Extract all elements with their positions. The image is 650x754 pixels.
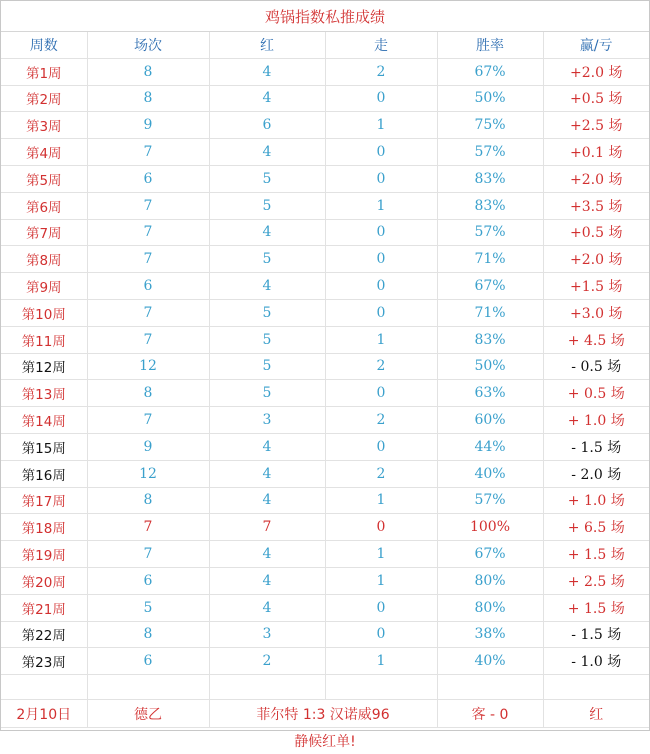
red-count-cell: 4 <box>209 273 325 300</box>
table-row <box>1 380 649 407</box>
pick-match: 菲尔特 1:3 汉诺威96 <box>209 700 437 728</box>
matches-cell: 7 <box>87 326 209 353</box>
profit-loss-cell: +0.1 场 <box>543 139 649 166</box>
push-count-cell: 2 <box>325 58 437 85</box>
win-rate-cell: 60% <box>437 407 543 434</box>
win-rate-cell: 38% <box>437 621 543 648</box>
week-cell: 第18周 <box>1 514 87 541</box>
win-rate-cell: 44% <box>437 433 543 460</box>
red-count-cell: 4 <box>209 567 325 594</box>
win-rate-cell: 100% <box>437 514 543 541</box>
header-win-rate: 胜率 <box>437 32 543 58</box>
spacer-cell <box>543 675 649 700</box>
red-count-cell: 3 <box>209 407 325 434</box>
table-row <box>1 514 649 541</box>
push-count-cell: 1 <box>325 648 437 675</box>
red-count-cell: 5 <box>209 326 325 353</box>
red-count-cell: 5 <box>209 192 325 219</box>
week-cell: 第22周 <box>1 621 87 648</box>
table-row <box>1 407 649 434</box>
header-red: 红 <box>209 32 325 58</box>
week-cell: 第14周 <box>1 407 87 434</box>
table-row <box>1 139 649 166</box>
week-cell: 第13周 <box>1 380 87 407</box>
red-count-cell: 2 <box>209 648 325 675</box>
week-cell: 第21周 <box>1 594 87 621</box>
win-rate-cell: 75% <box>437 112 543 139</box>
table-row <box>1 460 649 487</box>
today-pick-row <box>1 700 649 728</box>
profit-loss-cell: +2.0 场 <box>543 58 649 85</box>
week-cell: 第8周 <box>1 246 87 273</box>
sheet-title: 鸡锅指数私推成绩 <box>1 1 649 32</box>
red-count-cell: 4 <box>209 487 325 514</box>
win-rate-cell: 57% <box>437 219 543 246</box>
push-count-cell: 1 <box>325 112 437 139</box>
push-count-cell: 0 <box>325 621 437 648</box>
profit-loss-cell: +1.5 场 <box>543 273 649 300</box>
table-row <box>1 112 649 139</box>
week-cell: 第20周 <box>1 567 87 594</box>
matches-cell: 7 <box>87 407 209 434</box>
matches-cell: 7 <box>87 541 209 568</box>
win-rate-cell: 83% <box>437 192 543 219</box>
profit-loss-cell: + 1.0 场 <box>543 487 649 514</box>
spacer-row <box>1 675 649 700</box>
profit-loss-cell: +0.5 场 <box>543 219 649 246</box>
push-count-cell: 0 <box>325 246 437 273</box>
week-cell: 第1周 <box>1 58 87 85</box>
table-row <box>1 192 649 219</box>
week-cell: 第12周 <box>1 353 87 380</box>
matches-cell: 7 <box>87 219 209 246</box>
matches-cell: 7 <box>87 514 209 541</box>
profit-loss-cell: +0.5 场 <box>543 85 649 112</box>
push-count-cell: 0 <box>325 165 437 192</box>
win-rate-cell: 50% <box>437 353 543 380</box>
table-row <box>1 165 649 192</box>
matches-cell: 8 <box>87 621 209 648</box>
week-cell: 第16周 <box>1 460 87 487</box>
profit-loss-cell: +2.5 场 <box>543 112 649 139</box>
table-row <box>1 621 649 648</box>
matches-cell: 7 <box>87 299 209 326</box>
push-count-cell: 1 <box>325 192 437 219</box>
matches-cell: 6 <box>87 648 209 675</box>
results-body <box>1 58 649 674</box>
push-count-cell: 2 <box>325 460 437 487</box>
profit-loss-cell: - 2.0 场 <box>543 460 649 487</box>
profit-loss-cell: +3.0 场 <box>543 299 649 326</box>
week-cell: 第7周 <box>1 219 87 246</box>
push-count-cell: 2 <box>325 407 437 434</box>
profit-loss-cell: + 0.5 场 <box>543 380 649 407</box>
spacer-cell <box>209 675 325 700</box>
profit-loss-cell: +2.0 场 <box>543 165 649 192</box>
red-count-cell: 5 <box>209 299 325 326</box>
push-count-cell: 0 <box>325 299 437 326</box>
red-count-cell: 3 <box>209 621 325 648</box>
pick-bet: 客 - 0 <box>437 700 543 728</box>
red-count-cell: 5 <box>209 246 325 273</box>
matches-cell: 12 <box>87 460 209 487</box>
win-rate-cell: 57% <box>437 487 543 514</box>
header-push: 走 <box>325 32 437 58</box>
table-row <box>1 299 649 326</box>
push-count-cell: 1 <box>325 487 437 514</box>
red-count-cell: 4 <box>209 58 325 85</box>
red-count-cell: 4 <box>209 139 325 166</box>
push-count-cell: 0 <box>325 594 437 621</box>
table-row <box>1 567 649 594</box>
push-count-cell: 0 <box>325 380 437 407</box>
win-rate-cell: 67% <box>437 58 543 85</box>
red-count-cell: 4 <box>209 433 325 460</box>
win-rate-cell: 80% <box>437 594 543 621</box>
table-row <box>1 58 649 85</box>
red-count-cell: 5 <box>209 165 325 192</box>
win-rate-cell: 71% <box>437 246 543 273</box>
header-profit-loss: 赢/亏 <box>543 32 649 58</box>
profit-loss-cell: - 1.0 场 <box>543 648 649 675</box>
pick-league: 德乙 <box>87 700 209 728</box>
matches-cell: 7 <box>87 192 209 219</box>
win-rate-cell: 57% <box>437 139 543 166</box>
push-count-cell: 1 <box>325 567 437 594</box>
week-cell: 第6周 <box>1 192 87 219</box>
profit-loss-cell: + 2.5 场 <box>543 567 649 594</box>
push-count-cell: 1 <box>325 541 437 568</box>
table-row <box>1 594 649 621</box>
results-table <box>1 32 649 728</box>
pick-date: 2月10日 <box>1 700 87 728</box>
profit-loss-cell: + 6.5 场 <box>543 514 649 541</box>
matches-cell: 8 <box>87 85 209 112</box>
week-cell: 第23周 <box>1 648 87 675</box>
week-cell: 第9周 <box>1 273 87 300</box>
win-rate-cell: 83% <box>437 165 543 192</box>
matches-cell: 9 <box>87 433 209 460</box>
spacer-cell <box>87 675 209 700</box>
win-rate-cell: 40% <box>437 460 543 487</box>
profit-loss-cell: + 1.5 场 <box>543 541 649 568</box>
push-count-cell: 0 <box>325 219 437 246</box>
red-count-cell: 4 <box>209 85 325 112</box>
matches-cell: 6 <box>87 273 209 300</box>
matches-cell: 8 <box>87 58 209 85</box>
win-rate-cell: 83% <box>437 326 543 353</box>
matches-cell: 8 <box>87 380 209 407</box>
win-rate-cell: 67% <box>437 273 543 300</box>
profit-loss-cell: - 0.5 场 <box>543 353 649 380</box>
week-cell: 第19周 <box>1 541 87 568</box>
matches-cell: 9 <box>87 112 209 139</box>
push-count-cell: 2 <box>325 353 437 380</box>
matches-cell: 6 <box>87 165 209 192</box>
week-cell: 第3周 <box>1 112 87 139</box>
win-rate-cell: 40% <box>437 648 543 675</box>
header-matches: 场次 <box>87 32 209 58</box>
week-cell: 第2周 <box>1 85 87 112</box>
matches-cell: 8 <box>87 487 209 514</box>
table-row <box>1 648 649 675</box>
table-row <box>1 246 649 273</box>
push-count-cell: 0 <box>325 273 437 300</box>
table-row <box>1 219 649 246</box>
profit-loss-cell: + 1.0 场 <box>543 407 649 434</box>
red-count-cell: 6 <box>209 112 325 139</box>
table-row <box>1 326 649 353</box>
win-rate-cell: 71% <box>437 299 543 326</box>
profit-loss-cell: - 1.5 场 <box>543 433 649 460</box>
week-cell: 第15周 <box>1 433 87 460</box>
footer-note: 静候红单! <box>294 734 356 751</box>
red-count-cell: 7 <box>209 514 325 541</box>
win-rate-cell: 67% <box>437 541 543 568</box>
spacer-cell <box>1 675 87 700</box>
push-count-cell: 0 <box>325 514 437 541</box>
profit-loss-cell: - 1.5 场 <box>543 621 649 648</box>
spacer-cell <box>437 675 543 700</box>
week-cell: 第5周 <box>1 165 87 192</box>
red-count-cell: 4 <box>209 594 325 621</box>
header-week: 周数 <box>1 32 87 58</box>
week-cell: 第10周 <box>1 299 87 326</box>
table-row <box>1 487 649 514</box>
table-row <box>1 541 649 568</box>
table-row <box>1 273 649 300</box>
profit-loss-cell: + 1.5 场 <box>543 594 649 621</box>
header-row <box>1 32 649 58</box>
matches-cell: 12 <box>87 353 209 380</box>
matches-cell: 5 <box>87 594 209 621</box>
profit-loss-cell: +2.0 场 <box>543 246 649 273</box>
red-count-cell: 5 <box>209 353 325 380</box>
win-rate-cell: 50% <box>437 85 543 112</box>
table-row <box>1 85 649 112</box>
profit-loss-cell: +3.5 场 <box>543 192 649 219</box>
pick-result: 红 <box>543 700 649 728</box>
red-count-cell: 4 <box>209 460 325 487</box>
push-count-cell: 0 <box>325 433 437 460</box>
week-cell: 第11周 <box>1 326 87 353</box>
win-rate-cell: 80% <box>437 567 543 594</box>
week-cell: 第17周 <box>1 487 87 514</box>
table-row <box>1 353 649 380</box>
week-cell: 第4周 <box>1 139 87 166</box>
spacer-cell <box>325 675 437 700</box>
table-row <box>1 433 649 460</box>
push-count-cell: 0 <box>325 85 437 112</box>
red-count-cell: 5 <box>209 380 325 407</box>
matches-cell: 6 <box>87 567 209 594</box>
matches-cell: 7 <box>87 139 209 166</box>
win-rate-cell: 63% <box>437 380 543 407</box>
push-count-cell: 1 <box>325 326 437 353</box>
red-count-cell: 4 <box>209 219 325 246</box>
push-count-cell: 0 <box>325 139 437 166</box>
matches-cell: 7 <box>87 246 209 273</box>
red-count-cell: 4 <box>209 541 325 568</box>
profit-loss-cell: + 4.5 场 <box>543 326 649 353</box>
